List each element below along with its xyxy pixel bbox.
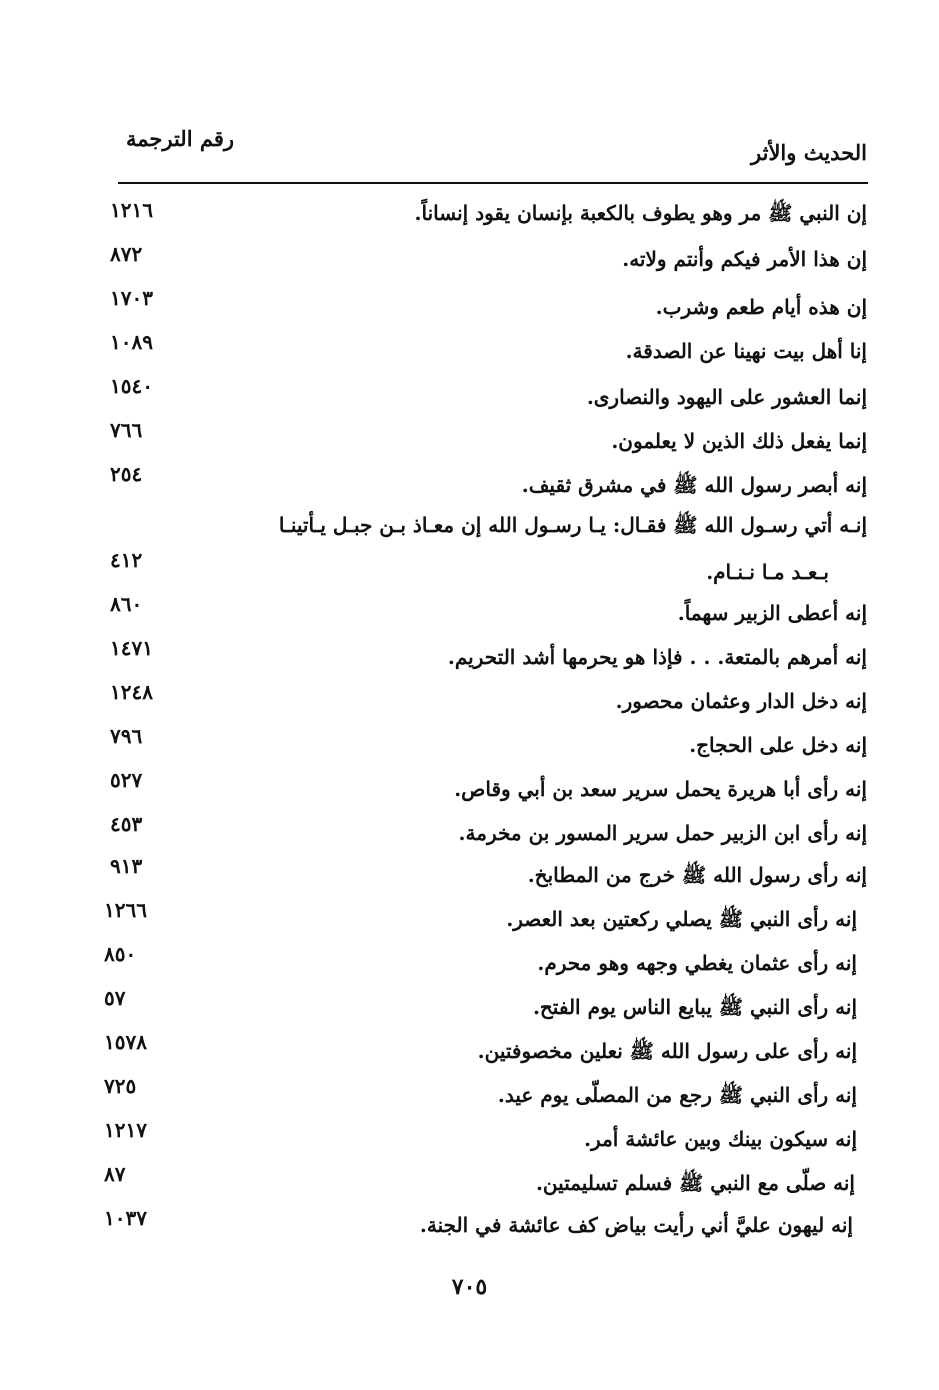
entry-text: إنه رأى رسول الله ﷺ خرج من المطابخ.	[527, 863, 867, 887]
index-entry	[0, 590, 939, 634]
entry-text: إنه أعطى الزبير سهماً.	[677, 601, 867, 625]
index-entry	[0, 984, 939, 1028]
index-entry	[0, 1116, 939, 1160]
entry-text: إنه رأى النبي ﷺ يصلي ركعتين بعد العصر.	[506, 907, 857, 931]
entry-number: ١٥٤٠	[110, 374, 153, 398]
entry-number: ٤٥٣	[110, 812, 143, 836]
index-entry	[0, 678, 939, 722]
entry-number: ٧٩٦	[110, 724, 143, 748]
entry-text: إن النبي ﷺ مر وهو يطوف بالكعبة بإنسان يقود إنساناً.	[414, 201, 867, 225]
index-entry	[0, 240, 939, 284]
entry-text: إنه رأى النبي ﷺ يبايع الناس يوم الفتح.	[532, 995, 857, 1019]
entry-number: ٧٢٥	[104, 1074, 137, 1098]
entry-text: إن هذا الأمر فيكم وأنتم ولاته.	[622, 247, 867, 271]
index-entry	[0, 506, 939, 596]
entry-number: ١٢١٧	[104, 1118, 147, 1142]
index-entry	[0, 328, 939, 372]
page-number: ٧٠٥	[451, 1274, 488, 1300]
index-entry	[0, 634, 939, 678]
index-entry	[0, 1028, 939, 1072]
entry-text: إنه رأى على رسول الله ﷺ نعلين مخصوفتين.	[477, 1039, 857, 1063]
index-entry	[0, 810, 939, 854]
entry-number: ١٥٧٨	[104, 1030, 147, 1054]
index-entry	[0, 1072, 939, 1116]
entry-number: ١٠٣٧	[104, 1206, 147, 1230]
entry-text: إنه دخل على الحجاج.	[689, 733, 867, 757]
header-divider	[118, 182, 868, 184]
entry-number: ٤١٢	[110, 548, 143, 572]
entry-number: ١٧٠٣	[110, 286, 153, 310]
entry-number: ٨٧	[104, 1162, 126, 1186]
index-entry	[0, 940, 939, 984]
entry-text: إنما يفعل ذلك الذين لا يعلمون.	[611, 429, 867, 453]
index-entry	[0, 766, 939, 810]
entry-text: إنه رأى أبا هريرة يحمل سرير سعد بن أبي وقاص.	[454, 777, 867, 801]
entry-number: ٨٦٠	[110, 592, 143, 616]
entry-text: إنه سيكون بينك وبين عائشة أمر.	[584, 1127, 857, 1151]
index-entry	[0, 852, 939, 896]
running-header-title: الحديث والأثر	[751, 140, 867, 165]
entry-number: ٢٥٤	[110, 462, 143, 486]
entry-text: إنه صلّى مع النبي ﷺ فسلم تسليمتين.	[535, 1171, 855, 1195]
entry-number: ١٢١٦	[110, 198, 153, 222]
entry-text: إنا أهل بيت نهينا عن الصدقة.	[625, 339, 867, 363]
index-entry	[0, 416, 939, 460]
column-header-label: رقم الترجمة	[126, 126, 235, 151]
index-entry	[0, 460, 939, 504]
entry-number: ٨٧٢	[110, 242, 143, 266]
index-entry	[0, 372, 939, 416]
entry-text: إنه أبصر رسول الله ﷺ في مشرق ثقيف.	[521, 473, 867, 497]
index-entry	[0, 722, 939, 766]
entry-text: إنه أمرهم بالمتعة. . . فإذا هو يحرمها أشد التحريم.	[447, 645, 867, 669]
index-entry	[0, 284, 939, 328]
entry-text: إنه رأى عثمان يغطي وجهه وهو محرم.	[537, 951, 857, 975]
entry-number: ١٠٨٩	[110, 330, 153, 354]
index-entry	[0, 1160, 939, 1204]
entry-text: إنه رأى النبي ﷺ رجع من المصلّى يوم عيد.	[497, 1083, 857, 1107]
entry-text: إن هذه أيام طعم وشرب.	[655, 295, 867, 319]
entry-number: ٥٢٧	[110, 768, 143, 792]
entry-text: إنه دخل الدار وعثمان محصور.	[615, 689, 867, 713]
index-entry	[0, 196, 939, 240]
entry-number: ٨٥٠	[104, 942, 137, 966]
entry-text: إنما العشور على اليهود والنصارى.	[586, 385, 867, 409]
index-entry	[0, 1204, 939, 1248]
entry-number: ٧٦٦	[110, 418, 143, 442]
entry-number: ٥٧	[104, 986, 126, 1010]
entry-text: إنـه أتي رسـول الله ﷺ فقـال: يـا رسـول الله إن معـاذ بـن جبـل يـأتينـا	[278, 513, 867, 537]
entry-number: ٩١٣	[110, 854, 143, 878]
index-entry	[0, 896, 939, 940]
entry-number: ١٢٦٦	[104, 898, 147, 922]
entry-number: ١٢٤٨	[110, 680, 153, 704]
entry-text: إنه رأى ابن الزبير حمل سرير المسور بن مخرمة.	[458, 821, 867, 845]
entry-number: ١٤٧١	[110, 636, 153, 660]
entry-text-continuation: بـعـد مـا نـنـام.	[706, 560, 829, 584]
entry-text: إنه ليهون عليَّ أني رأيت بياض كف عائشة في الجنة.	[419, 1213, 853, 1237]
